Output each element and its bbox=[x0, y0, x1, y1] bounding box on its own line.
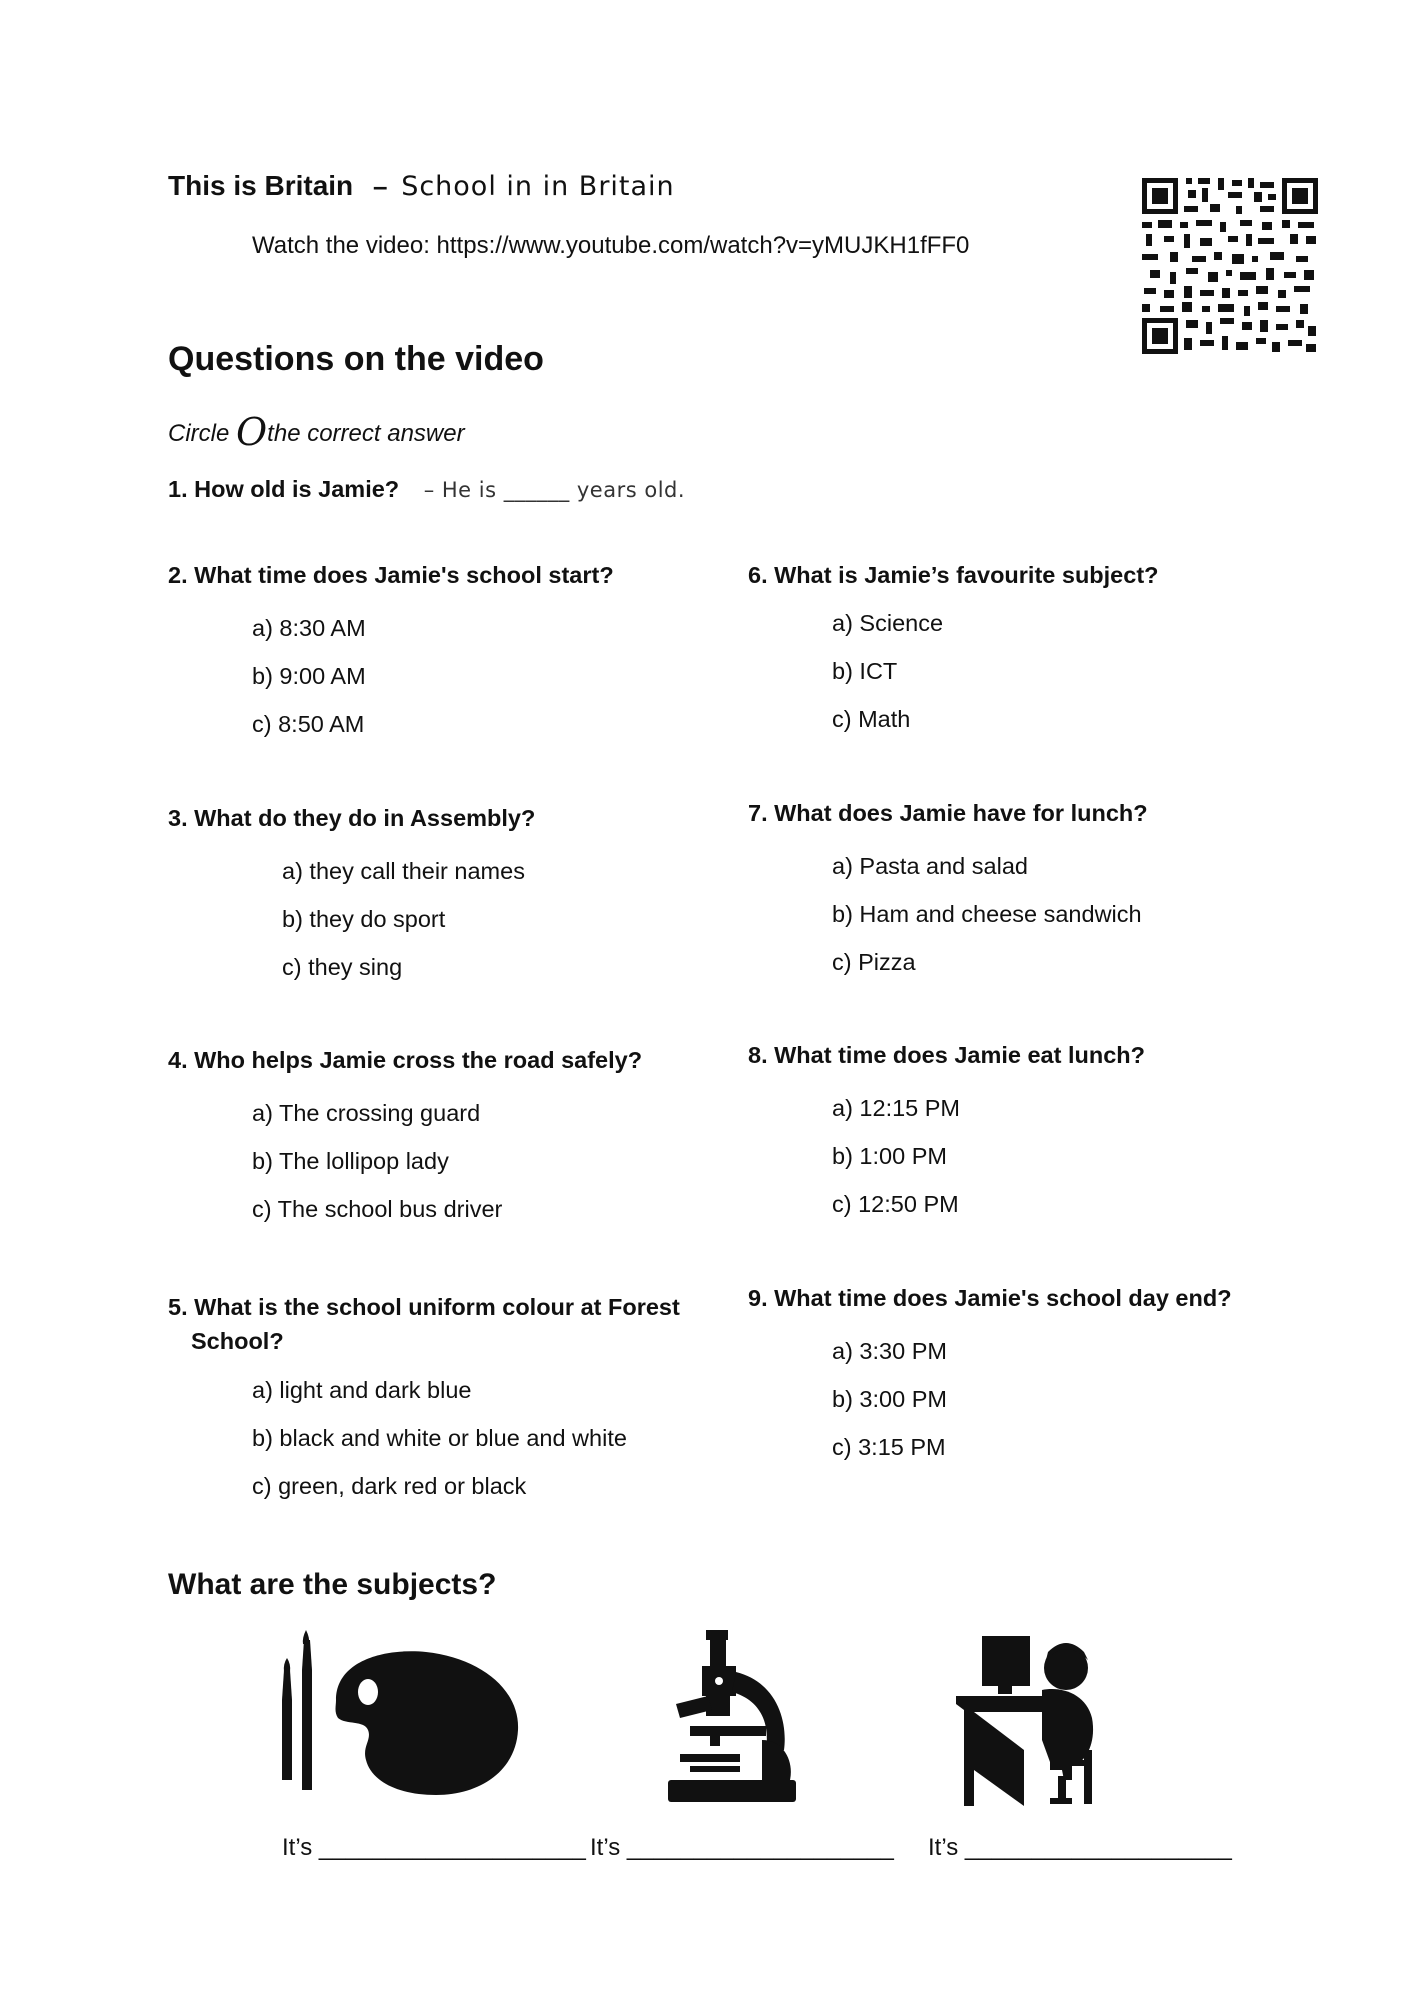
title-text: This is Britain bbox=[168, 170, 354, 201]
microscope-icon bbox=[666, 1630, 800, 1806]
question-4: 4. Who helps Jamie cross the road safely? bbox=[168, 1047, 643, 1073]
q7-option-a[interactable]: a) Pasta and salad bbox=[832, 853, 1028, 879]
q5-option-b[interactable]: b) black and white or blue and white bbox=[252, 1425, 627, 1451]
title-dash: – bbox=[372, 171, 388, 201]
art-palette-icon bbox=[276, 1630, 522, 1800]
question-9: 9. What time does Jamie's school day end? bbox=[748, 1285, 1232, 1311]
q2-option-b[interactable]: b) 9:00 AM bbox=[252, 663, 366, 689]
question-3: 3. What do they do in Assembly? bbox=[168, 805, 536, 831]
question-2: 2. What time does Jamie's school start? bbox=[168, 562, 614, 588]
q6-option-b[interactable]: b) ICT bbox=[832, 658, 898, 684]
q2-option-c[interactable]: c) 8:50 AM bbox=[252, 711, 365, 737]
subject-blank-3[interactable]: It’s ____________________ bbox=[928, 1834, 1232, 1861]
q9-option-b[interactable]: b) 3:00 PM bbox=[832, 1386, 947, 1412]
questions-heading: Questions on the video bbox=[168, 340, 544, 378]
q4-option-c[interactable]: c) The school bus driver bbox=[252, 1196, 503, 1222]
q3-option-a[interactable]: a) they call their names bbox=[282, 858, 525, 884]
q8-option-c[interactable]: c) 12:50 PM bbox=[832, 1191, 959, 1217]
subject-blank-2[interactable]: It’s ____________________ bbox=[590, 1834, 894, 1861]
q6-option-c[interactable]: c) Math bbox=[832, 706, 911, 732]
question-1-answer-blank[interactable]: – He is ______ years old. bbox=[423, 478, 686, 502]
q5-option-c[interactable]: c) green, dark red or black bbox=[252, 1473, 527, 1499]
q2-option-a[interactable]: a) 8:30 AM bbox=[252, 615, 366, 641]
instruction-before: Circle bbox=[168, 420, 230, 447]
subject-blank-1[interactable]: It’s ____________________ bbox=[282, 1834, 586, 1861]
q3-option-c[interactable]: c) they sing bbox=[282, 954, 403, 980]
question-8: 8. What time does Jamie eat lunch? bbox=[748, 1042, 1145, 1068]
q9-option-c[interactable]: c) 3:15 PM bbox=[832, 1434, 946, 1460]
instruction bbox=[168, 410, 465, 454]
question-7: 7. What does Jamie have for lunch? bbox=[748, 800, 1148, 826]
worksheet-title bbox=[168, 170, 675, 202]
question-1-text: 1. How old is Jamie? bbox=[168, 476, 400, 502]
q4-option-a[interactable]: a) The crossing guard bbox=[252, 1100, 481, 1126]
q4-option-b[interactable]: b) The lollipop lady bbox=[252, 1148, 449, 1174]
instruction-after: the correct answer bbox=[267, 420, 465, 447]
q7-option-b[interactable]: b) Ham and cheese sandwich bbox=[832, 901, 1142, 927]
question-5: 5. What is the school uniform colour at Forest School? bbox=[168, 1294, 680, 1354]
q7-option-c[interactable]: c) Pizza bbox=[832, 949, 916, 975]
q8-option-b[interactable]: b) 1:00 PM bbox=[832, 1143, 947, 1169]
watch-video-link[interactable]: Watch the video: https://www.youtube.com/watch?v=yMUJKH1fFF0 bbox=[252, 232, 970, 259]
q9-option-a[interactable]: a) 3:30 PM bbox=[832, 1338, 947, 1364]
circle-mark-icon: O bbox=[236, 410, 268, 454]
question-6: 6. What is Jamie’s favourite subject? bbox=[748, 562, 1159, 588]
qr-code-icon[interactable] bbox=[1140, 176, 1320, 356]
q8-option-a[interactable]: a) 12:15 PM bbox=[832, 1095, 961, 1121]
question-1 bbox=[168, 476, 685, 503]
q6-option-a[interactable]: a) Science bbox=[832, 610, 944, 636]
computer-student-icon bbox=[954, 1630, 1114, 1806]
q5-option-a[interactable]: a) light and dark blue bbox=[252, 1377, 472, 1403]
title-subtitle: School in in Britain bbox=[401, 171, 675, 202]
subjects-heading: What are the subjects? bbox=[168, 1568, 497, 1601]
q3-option-b[interactable]: b) they do sport bbox=[282, 906, 446, 932]
